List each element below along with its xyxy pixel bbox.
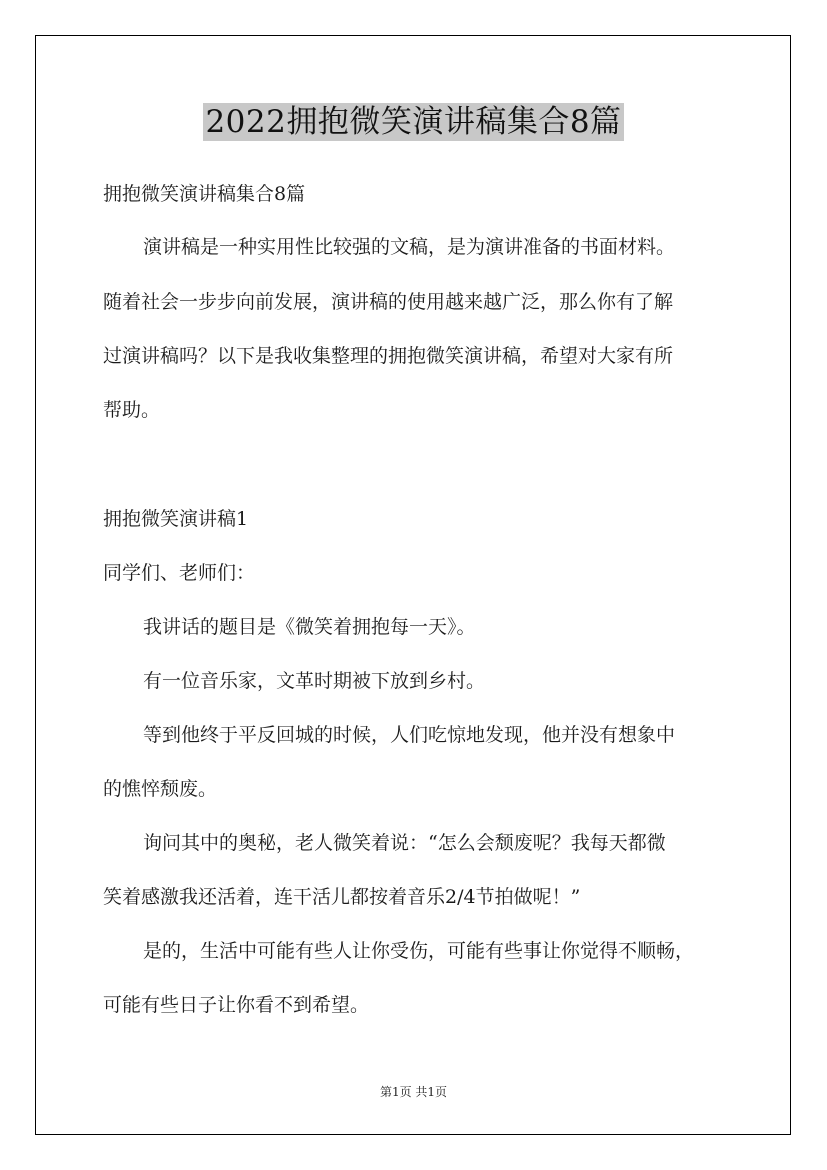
body-line: 询问其中的奥秘，老人微笑着说：“怎么会颓废呢？我每天都微 xyxy=(143,832,666,854)
body-line: 我讲话的题目是《微笑着拥抱每一天》。 xyxy=(143,616,476,638)
intro-line: 随着社会一步步向前发展，演讲稿的使用越来越广泛，那么你有了解 xyxy=(103,291,674,313)
body-line: 有一位音乐家，文革时期被下放到乡村。 xyxy=(143,670,486,692)
page-footer: 第1页 共1页 xyxy=(379,1085,448,1099)
intro-line: 帮助。 xyxy=(103,399,161,421)
body-line: 可能有些日子让你看不到希望。 xyxy=(103,994,370,1016)
title-container xyxy=(0,103,827,141)
section-heading: 拥抱微笑演讲稿1 xyxy=(103,508,249,530)
intro-line: 过演讲稿吗？以下是我收集整理的拥抱微笑演讲稿，希望对大家有所 xyxy=(103,345,674,367)
salutation: 同学们、老师们： xyxy=(103,562,256,584)
body-line: 是的，生活中可能有些人让你受伤，可能有些事让你觉得不顺畅， xyxy=(143,940,695,962)
document-title: 2022拥抱微笑演讲稿集合8篇 xyxy=(205,104,622,140)
intro-line: 演讲稿是一种实用性比较强的文稿，是为演讲准备的书面材料。 xyxy=(143,236,676,258)
body-line: 笑着感激我还活着，连干活儿都按着音乐2/4节拍做呢！” xyxy=(103,886,581,908)
subtitle: 拥抱微笑演讲稿集合8篇 xyxy=(103,183,306,205)
body-line: 等到他终于平反回城的时候，人们吃惊地发现，他并没有想象中 xyxy=(143,724,676,746)
body-line: 的憔悴颓废。 xyxy=(103,778,218,800)
